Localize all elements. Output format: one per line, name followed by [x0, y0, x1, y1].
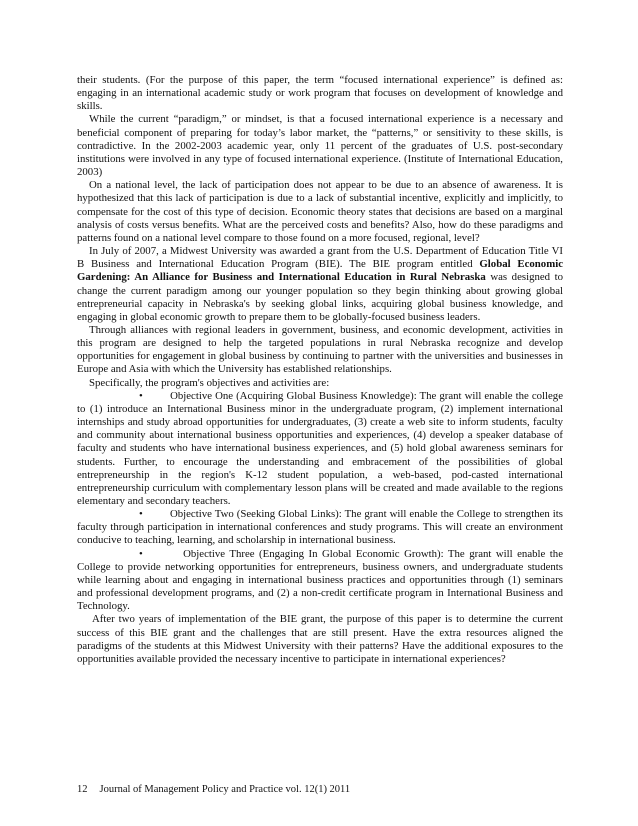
objective-two-text: Objective Two (Seeking Global Links): The grant will enable the College to strengthen its faculty through participation in international conferences and study programs. This will create an environment conducive to teaching, learning, and scholarship in international business. — [77, 508, 564, 547]
journal-citation: Journal of Management Policy and Practice vol. 12(1) 2011 — [99, 784, 351, 795]
paragraph-4-start: In July of 2007, a Midwest University was awarded a grant from the U.S. Department of Education Title VI B Business and International Education Program (BIE). The BIE program entitled — [77, 245, 563, 271]
paragraph-2: While the current “paradigm,” or mindset, is that a focused international experience is a necessary and beneficial component of preparing for today’s labor market, the “patterns,” or sensitivity to these skills, is contradictive. In the 2002-2003 academic year, only 11 percent of the graduates of U.S. post-secondary institutions were involved in any type of focused international experience. (Institute of International Education, 2003) — [77, 113, 563, 179]
paragraph-5: Through alliances with regional leaders in government, business, and economic development, activities in this program are designed to help the targeted populations in rural Nebraska recognize and develop opportunities for engagement in global business by continuing to partner with the universities and businesses in Europe and Asia with which the University has established relationships. — [77, 323, 563, 376]
bullet-icon: • — [139, 389, 143, 402]
objective-three — [77, 548, 563, 614]
objective-three-text: Objective Three (Engaging In Global Economic Growth): The grant will enable the College to provide networking opportunities for entrepreneurs, business owners, and undergraduate students while learning about and engaging in international business practices and opportunities through (1) seminars and professional development programs, and (2) a non-credit certificate program in International Business and Technology. — [77, 547, 563, 613]
paragraph-7: After two years of implementation of the BIE grant, the purpose of this paper is to determine the current success of this BIE grant and the challenges that are still present. Have the extra resources aligned the paradigms of the students at this Midwest University with their patterns? Have the additional exposures to the opportunities available provided the necessary incentive to participate in international experiences? — [77, 613, 563, 665]
paragraph-6: Specifically, the program's objectives and activities are: — [89, 376, 330, 389]
body-text — [77, 74, 563, 666]
paragraph-1: their students. (For the purpose of this paper, the term “focused international experience” is defined as: engaging in an international academic study or work program that focuses on development of knowledge and skills. — [77, 74, 563, 113]
paragraph-4-end: was designed to change the current paradigm among our younger population so they begin thinking about growing global entrepreneurial capacity in Nebraska's by seeking global links, acquiring global business knowledge, and engaging in global economic growth to prepare them to be globally-focused business leaders. — [77, 271, 563, 323]
objective-two — [77, 508, 563, 547]
objective-one — [77, 390, 563, 508]
bullet-icon: • — [139, 547, 143, 560]
objective-one-text: Objective One (Acquiring Global Business Knowledge): The grant will enable the college to (1) introduce an International Business minor in the undergraduate program, (2) implement international internships and study abroad opportunities for undergraduates, (3) create a web site to inform students, faculty and community about international business opportunities and experiences, (4) develop a speaker database of faculty and students who have international business experiences, and (5) hold global awareness seminars for students. Further, to encourage the understanding and embracement of the possibilities of global entrepreneurship in the region's K-12 student population, a web-based, pod-casted international entrepreneurship curriculum with complementary lesson plans will be created and made available to the regions elementary and secondary teachers. — [77, 389, 563, 507]
bullet-icon: • — [139, 508, 143, 521]
paragraph-3: On a national level, the lack of participation does not appear to be due to an absence of awareness. It is hypothesized that this lack of participation is due to a lack of substantial incentive, explicitly and implicitly, to compensate for the cost of this type of decision. Economic theory states that decisions are based on a marginal analysis of costs versus benefits. What are the perceived costs and benefits? Also, how do these paradigms and patterns found on a national level compare to those found on a more focused, regional, level? — [77, 179, 563, 244]
page-number: 12 — [77, 784, 88, 795]
paragraph-4 — [77, 245, 563, 324]
page-footer — [77, 784, 362, 795]
program-title: Global Economic Gardening: An Alliance for Business and International Education in Rural Nebraska — [77, 258, 563, 284]
